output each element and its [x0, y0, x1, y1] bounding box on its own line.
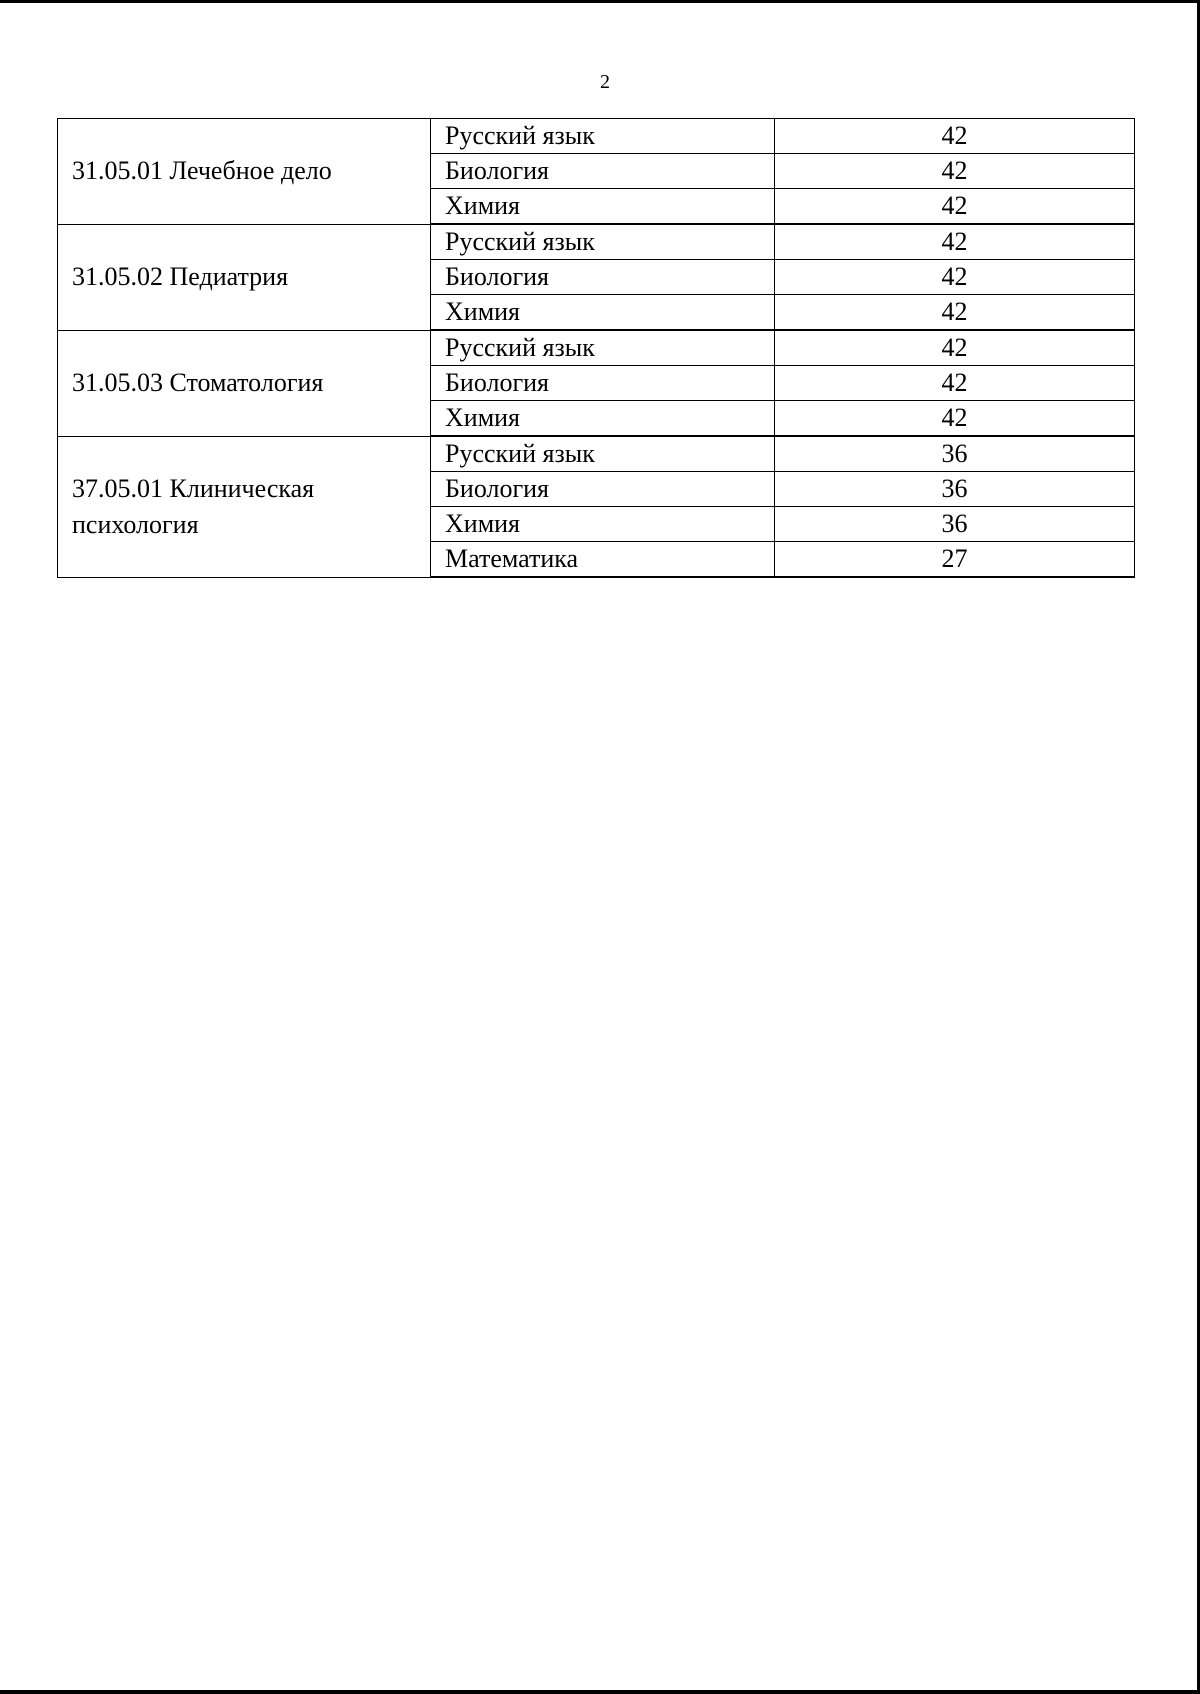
subject-cell: Биология: [431, 154, 775, 189]
program-cell: 37.05.01 Клиническая психология: [58, 436, 431, 577]
subject-cell: Биология: [431, 366, 775, 401]
subject-cell: Химия: [431, 401, 775, 437]
subject-cell: Химия: [431, 189, 775, 225]
score-cell: 36: [775, 507, 1135, 542]
score-cell: 36: [775, 436, 1135, 472]
score-cell: 42: [775, 260, 1135, 295]
subject-cell: Математика: [431, 542, 775, 578]
table-row: [58, 436, 1135, 472]
table-row: [58, 119, 1135, 154]
subject-cell: Химия: [431, 295, 775, 331]
program-cell: 31.05.01 Лечебное дело: [58, 119, 431, 225]
score-cell: 42: [775, 330, 1135, 366]
subject-cell: Русский язык: [431, 330, 775, 366]
program-cell: 31.05.02 Педиатрия: [58, 224, 431, 330]
score-cell: 42: [775, 119, 1135, 154]
score-cell: 42: [775, 295, 1135, 331]
subject-cell: Русский язык: [431, 119, 775, 154]
subject-cell: Биология: [431, 260, 775, 295]
score-cell: 27: [775, 542, 1135, 578]
subject-cell: Биология: [431, 472, 775, 507]
subject-cell: Химия: [431, 507, 775, 542]
score-cell: 42: [775, 189, 1135, 225]
table-row: [58, 330, 1135, 366]
score-cell: 42: [775, 401, 1135, 437]
program-cell: 31.05.03 Стоматология: [58, 330, 431, 436]
table-row: [58, 224, 1135, 260]
score-cell: 42: [775, 366, 1135, 401]
scan-edge-bottom: [0, 1690, 1200, 1694]
scan-edge-top: [0, 0, 1200, 3]
subject-cell: Русский язык: [431, 224, 775, 260]
score-cell: 36: [775, 472, 1135, 507]
minimum-scores-table: [57, 118, 1135, 578]
score-cell: 42: [775, 224, 1135, 260]
subject-cell: Русский язык: [431, 436, 775, 472]
score-cell: 42: [775, 154, 1135, 189]
page-number: 2: [600, 71, 610, 93]
